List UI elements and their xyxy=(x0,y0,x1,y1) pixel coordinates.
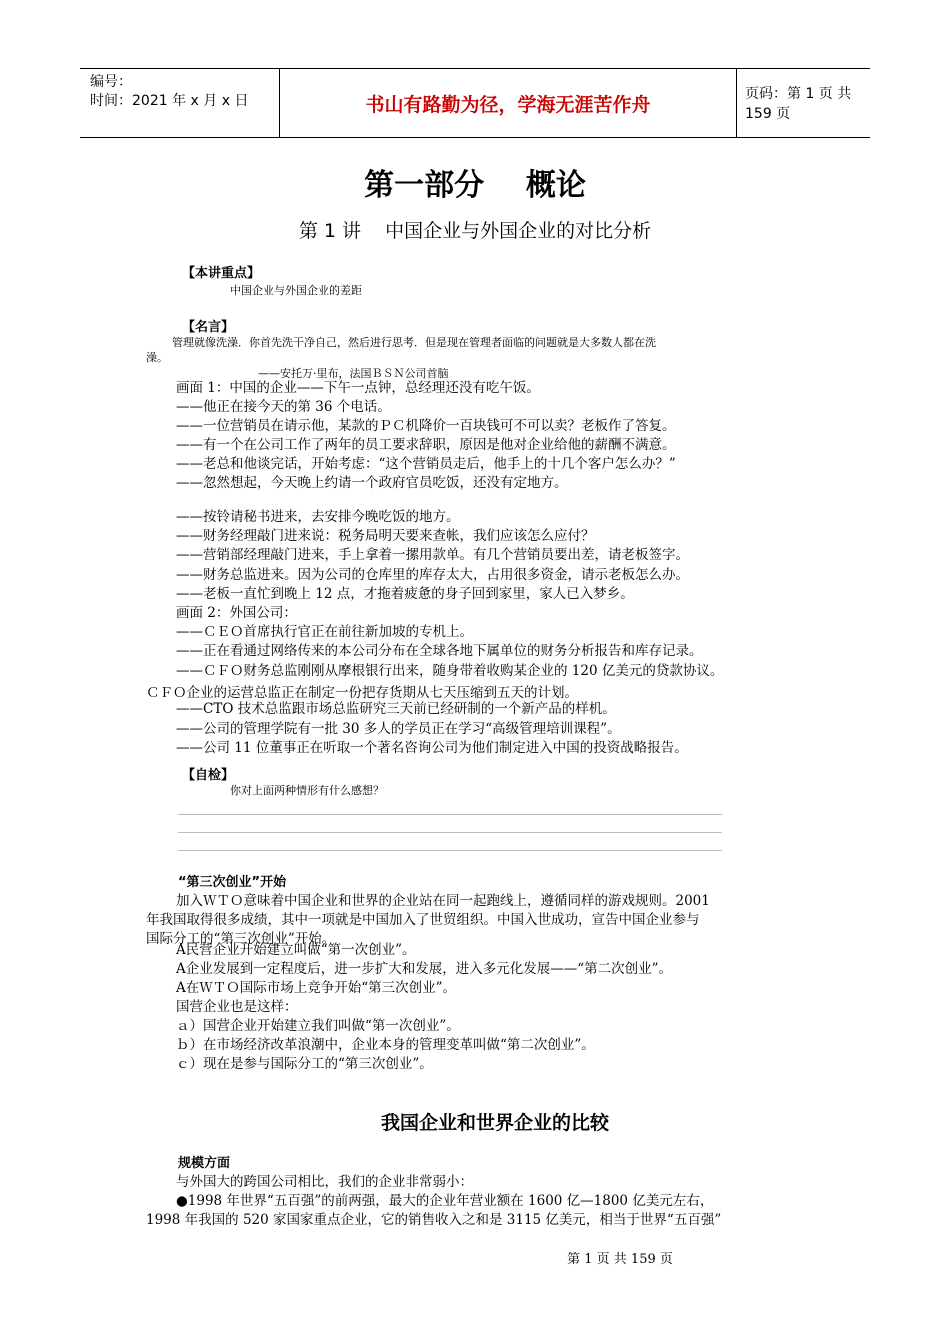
selfcheck-question: 你对上面两种情形有什么感想？ xyxy=(230,784,384,797)
scene1-line: ——有一个在公司工作了两年的员工要求辞职，原因是他对企业给他的薪酬不满意。 xyxy=(176,437,676,453)
third-p1-line1: 加入ＷＴＯ意味着中国企业和世界的企业站在同一起跑线上，遵循同样的游戏规则。2001 xyxy=(176,893,710,909)
focus-label: 【本讲重点】 xyxy=(182,266,261,281)
answer-line xyxy=(178,814,722,815)
scene-line: ——ＣＥＯ首席执行官正在前往新加坡的专机上。 xyxy=(176,624,473,641)
scene-line: ——正在看通过网络传来的本公司分布在全球各地下属单位的财务分析报告和库存记录。 xyxy=(176,643,703,660)
part-title: 第一部分 概论 xyxy=(364,168,586,203)
scene-line: ——公司 11 位董事正在听取一个著名咨询公司为他们制定进入中国的投资战略报告。 xyxy=(176,740,688,756)
quote-label: 【名言】 xyxy=(182,320,235,335)
quote-attribution: ——安托万·里布，法国ＢＳＮ公司首脑 xyxy=(258,367,449,380)
scale-bullet-line2: 1998 年我国的 520 家国家重点企业，它的销售收入之和是 3115 亿美元，相当于世界“五百强” xyxy=(146,1212,722,1228)
scene-line: ——财务总监进来。因为公司的仓库里的库存太大，占用很多资金，请示老板怎么办。 xyxy=(176,566,689,583)
page-indicator: 页码：第 1 页 共 159 页 xyxy=(745,86,852,122)
scene1-line: ——一位营销员在请示他，某款的ＰＣ机降价一百块钱可不可以卖？老板作了答复。 xyxy=(176,418,676,434)
scale-intro: 与外国大的跨国公司相比，我们的企业非常弱小： xyxy=(176,1174,473,1190)
scene-line: ——公司的管理学院有一批 30 多人的学员正在学习“高级管理培训课程”。 xyxy=(176,720,621,737)
selfcheck-label: 【自检】 xyxy=(182,768,235,783)
third-list xyxy=(176,941,841,1074)
scene-line: ——CTO 技术总监跟市场总监研究三天前已经研制的一个新产品的样机。 xyxy=(176,701,616,717)
answer-line xyxy=(178,850,722,851)
date-label: 时间：2021 年 x 月 x 日 xyxy=(90,93,249,109)
list-item: A企业发展到一定程度后，进一步扩大和发展，进入多元化发展——“第二次创业”。 xyxy=(176,961,673,977)
scene1b-block xyxy=(176,508,841,681)
motto: 书山有路勤为径，学海无涯苦作舟 xyxy=(280,69,737,137)
scene2-wrap-line: ＣＦＯ企业的运营总监正在制定一份把存货期从七天压缩到五天的计划。 xyxy=(146,685,578,701)
list-item: ｂ）在市场经济改革浪潮中，企业本身的管理变革叫做“第二次创业”。 xyxy=(176,1037,595,1053)
list-item: ｃ）现在是参与国际分工的“第三次创业”。 xyxy=(176,1056,433,1072)
scene1-block xyxy=(176,379,841,493)
scene-line: ——ＣＦＯ财务总监刚刚从摩根银行出来，随身带着收购某企业的 120 亿美元的贷款协议。 xyxy=(176,662,724,679)
scene1-line: ——他正在接今天的第 36 个电话。 xyxy=(176,399,391,415)
list-item: A在ＷＴＯ国际市场上竞争开始“第三次创业”。 xyxy=(176,980,457,996)
scene-line: ——财务经理敲门进来说：税务局明天要来查帐，我们应该怎么应付？ xyxy=(176,528,595,545)
scale-heading: 规模方面 xyxy=(178,1156,231,1171)
focus-text: 中国企业与外国企业的差距 xyxy=(230,284,362,297)
quote-line2: 澡。 xyxy=(146,351,168,364)
answer-line xyxy=(178,832,722,833)
scene2b-block xyxy=(176,700,841,759)
section-title: 我国企业和世界企业的比较 xyxy=(380,1112,609,1134)
third-p1-line2: 年我国取得很多成绩，其中一项就是中国加入了世贸组织。中国入世成功，宣告中国企业参与 xyxy=(146,912,700,928)
list-item: ａ）国营企业开始建立我们叫做“第一次创业”。 xyxy=(176,1018,460,1034)
scene-line: ——按铃请秘书进来，去安排今晚吃饭的地方。 xyxy=(176,509,460,525)
third-heading: “第三次创业”开始 xyxy=(178,875,287,890)
scene1-line: ——忽然想起，今天晚上约请一个政府官员吃饭，还没有定地方。 xyxy=(176,475,568,491)
page-footer: 第 1 页 共 159 页 xyxy=(567,1252,673,1267)
third-p1-line3: 国际分工的“第三次创业”开始。 xyxy=(146,931,336,947)
scene1-line: 画面 1：中国的企业——下午一点钟，总经理还没有吃午饭。 xyxy=(176,380,540,396)
number-label: 编号： xyxy=(90,74,132,90)
header-meta-cell xyxy=(80,69,280,137)
state-intro: 国营企业也是这样： xyxy=(176,999,298,1015)
scale-bullet-line1: ●1998 年世界“五百强”的前两强，最大的企业年营业额在 1600 亿—1800 亿美元左右， xyxy=(176,1193,714,1209)
scene-line: 画面 2：外国公司： xyxy=(176,605,297,622)
document-header xyxy=(80,68,870,138)
scene-line: ——老板一直忙到晚上 12 点，才拖着疲惫的身子回到家里，家人已入梦乡。 xyxy=(176,585,634,602)
scene1-line: ——老总和他谈完话，开始考虑：“这个营销员走后，他手上的十几个客户怎么办？” xyxy=(176,456,676,472)
scene-line: ——营销部经理敲门进来，手上拿着一摞用款单。有几个营销员要出差，请老板签字。 xyxy=(176,547,689,564)
list-item: A民营企业开始建立叫做“第一次创业”。 xyxy=(176,942,416,958)
quote-line1: 管理就像洗澡．你首先洗干净自己，然后进行思考．但是现在管理者面临的问题就是大多数人都在洗 xyxy=(172,336,656,349)
lecture-title: 第 1 讲 中国企业与外国企业的对比分析 xyxy=(298,220,652,242)
